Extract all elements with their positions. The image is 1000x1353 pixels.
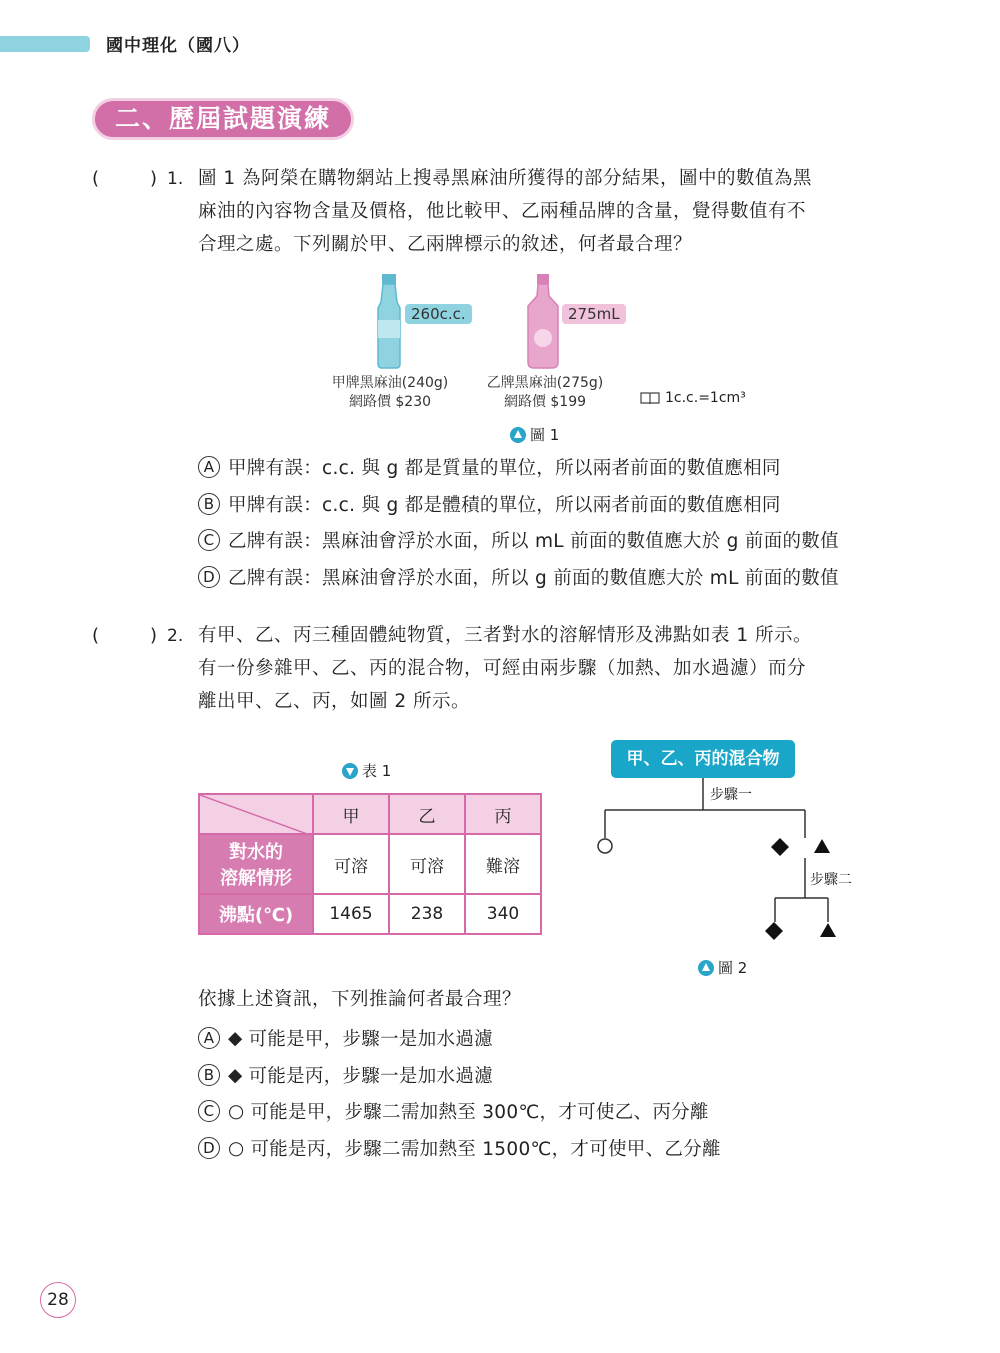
- option-letter: D: [198, 566, 220, 588]
- answer-paren-close: ): [150, 625, 158, 646]
- row-header-line: 對水的: [229, 842, 283, 863]
- table-1-caption-text: 表 1: [362, 762, 392, 780]
- option-letter: B: [198, 493, 220, 515]
- table-header-cell: 丙: [465, 794, 541, 834]
- option-text: 可能是丙，步驟二需加熱至 1500℃，才可使甲、乙分離: [250, 1139, 721, 1160]
- option-a[interactable]: [198, 454, 781, 480]
- circle-icon: ○: [228, 1137, 245, 1159]
- bottle-a-caption: [320, 374, 460, 412]
- header-title: 國中理化（國八）: [106, 36, 250, 56]
- table-cell: 可溶: [389, 834, 465, 894]
- option-letter: A: [198, 456, 220, 478]
- option-d[interactable]: [198, 564, 839, 590]
- option-text: 甲牌有誤：c.c. 與 g 都是體積的單位，所以兩者前面的數值應相同: [228, 495, 781, 516]
- table-cell: 238: [389, 894, 465, 934]
- option-letter: A: [198, 1027, 220, 1049]
- separation-diagram: [590, 778, 850, 958]
- table-corner-diagonal: [200, 795, 310, 835]
- bottle-b-volume-tag: 275mL: [562, 304, 626, 324]
- bottle-b-price: 網路價 $199: [503, 394, 587, 410]
- bottle-b-illustration: [524, 272, 564, 372]
- bottle-a-illustration: [370, 272, 410, 372]
- answer-paren-open: (: [92, 625, 100, 646]
- option-text: 可能是甲，步驟一是加水過濾: [248, 1029, 493, 1050]
- page-number: 28: [40, 1282, 76, 1318]
- step-2-label: 步驟二: [810, 872, 852, 888]
- triangle-up-icon: [510, 427, 526, 443]
- unit-note-text: 1c.c.=1cm³: [665, 390, 746, 406]
- row-header-line: 溶解情形: [220, 868, 292, 889]
- bottle-a-name: 甲牌黑麻油(240g): [331, 375, 449, 391]
- table-row-header: 沸點(℃): [199, 894, 313, 934]
- bottle-b-name: 乙牌黑麻油(275g): [486, 375, 604, 391]
- option-a[interactable]: [198, 1025, 493, 1051]
- unit-note: [640, 390, 746, 406]
- table-cell: 難溶: [465, 834, 541, 894]
- question-number: 2.: [167, 626, 184, 646]
- diamond-icon: ◆: [228, 1064, 243, 1086]
- figure-2-caption: [698, 957, 747, 978]
- option-letter: C: [198, 529, 220, 551]
- header-accent-bar: [0, 36, 90, 52]
- triangle-product: [814, 839, 830, 853]
- question-number: 1.: [167, 169, 184, 189]
- bottle-a-price: 網路價 $230: [348, 394, 432, 410]
- question-text: [198, 162, 888, 261]
- bottle-a-volume-tag: 260c.c.: [405, 304, 472, 324]
- question-line: 離出甲、乙、丙，如圖 2 所示。: [198, 691, 471, 712]
- book-icon: [640, 391, 660, 405]
- table-corner: [199, 794, 313, 834]
- mixture-box: 甲、乙、丙的混合物: [611, 740, 795, 778]
- triangle-up-icon: [698, 960, 714, 976]
- question-line: 麻油的內容物含量及價格，他比較甲、乙兩種品牌的含量，覺得數值有不: [198, 201, 807, 222]
- figure-1-caption: [510, 424, 559, 445]
- diamond-icon: ◆: [228, 1027, 243, 1049]
- option-letter: C: [198, 1100, 220, 1122]
- sub-question-text: 依據上述資訊，下列推論何者最合理？: [198, 989, 522, 1010]
- table-1-caption: [342, 760, 391, 781]
- table-1: [198, 793, 542, 935]
- option-letter: D: [198, 1137, 220, 1159]
- option-text: 乙牌有誤：黑麻油會浮於水面，所以 mL 前面的數值應大於 g 前面的數值: [228, 531, 839, 552]
- question-line: 有一份參雜甲、乙、丙的混合物，可經由兩步驟（加熱、加水過濾）而分: [198, 658, 807, 679]
- option-text: 可能是丙，步驟一是加水過濾: [248, 1066, 493, 1087]
- option-b[interactable]: [198, 491, 781, 517]
- answer-paren-close: ): [150, 168, 158, 189]
- question-line: 合理之處。下列關於甲、乙兩牌標示的敘述，何者最合理？: [198, 234, 693, 255]
- table-cell: 340: [465, 894, 541, 934]
- option-letter: B: [198, 1064, 220, 1086]
- option-text: 甲牌有誤：c.c. 與 g 都是質量的單位，所以兩者前面的數值應相同: [228, 458, 781, 479]
- step-1-label: 步驟一: [710, 787, 752, 803]
- diamond-product: [771, 838, 789, 856]
- table-header-cell: 甲: [313, 794, 389, 834]
- option-d[interactable]: [198, 1135, 721, 1161]
- section-title: 二、歷屆試題演練: [92, 98, 354, 140]
- option-c[interactable]: [198, 527, 839, 553]
- figure-2-caption-text: 圖 2: [718, 959, 748, 977]
- triangle-down-icon: [342, 763, 358, 779]
- option-b[interactable]: [198, 1062, 493, 1088]
- circle-icon: ○: [228, 1100, 245, 1122]
- option-text: 乙牌有誤：黑麻油會浮於水面，所以 g 前面的數值應大於 mL 前面的數值: [228, 568, 839, 589]
- question-text: [198, 619, 888, 718]
- question-line: 有甲、乙、丙三種固體純物質，三者對水的溶解情形及沸點如表 1 所示。: [198, 625, 813, 646]
- question-line: 圖 1 為阿榮在購物網站上搜尋黑麻油所獲得的部分結果，圖中的數值為黑: [198, 168, 813, 189]
- figure-1-caption-text: 圖 1: [530, 426, 560, 444]
- bottle-b-caption: [475, 374, 615, 412]
- table-cell: 1465: [313, 894, 389, 934]
- answer-paren-open: (: [92, 168, 100, 189]
- table-row-header: [199, 834, 313, 894]
- table-cell: 可溶: [313, 834, 389, 894]
- table-header-cell: 乙: [389, 794, 465, 834]
- diamond-product-2: [765, 922, 783, 940]
- option-text: 可能是甲，步驟二需加熱至 300℃，才可使乙、丙分離: [250, 1102, 709, 1123]
- circle-product: [598, 839, 612, 853]
- triangle-product-2: [820, 923, 836, 937]
- option-c[interactable]: [198, 1098, 709, 1124]
